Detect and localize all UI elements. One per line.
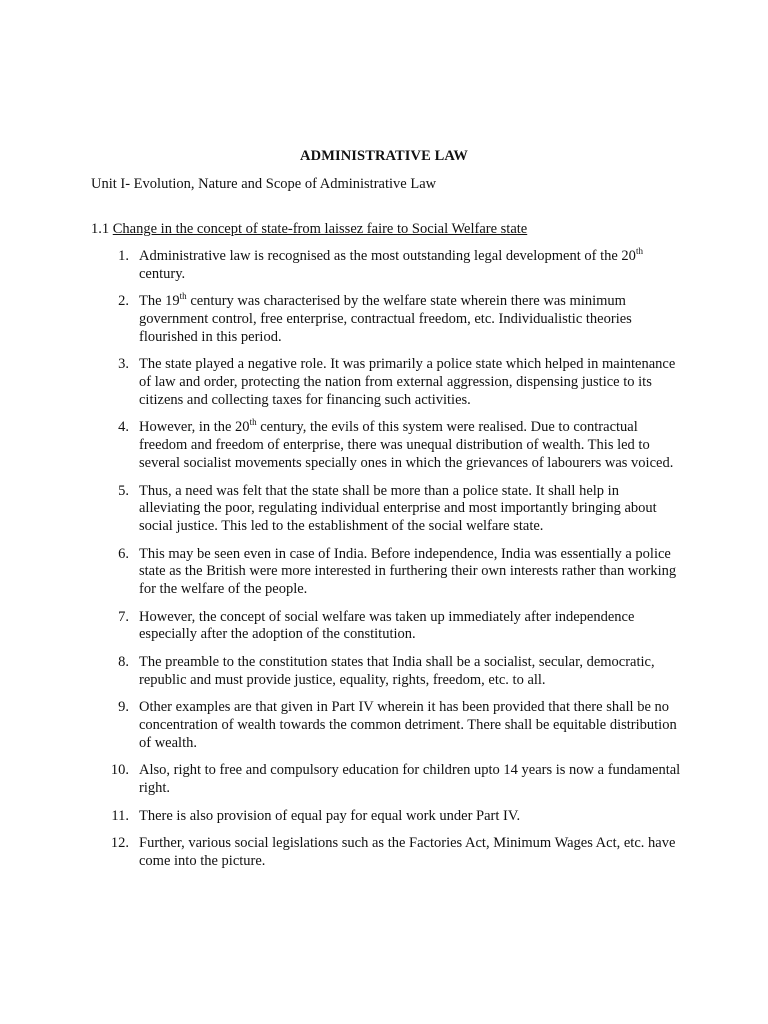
text-run: The 19 <box>139 293 180 310</box>
text-run: There is also provision of equal pay for equal work under Part IV. <box>139 807 521 824</box>
list-item-text <box>139 483 657 535</box>
list-item <box>91 483 681 536</box>
text-run: century, the evils of this system were realised. Due to contractual freedom and freedom of enterprise, there was unequal distribution of wealth. This led to several socialist movements specially ones in which the grievances of labourers was voiced. <box>139 419 674 472</box>
list-item <box>91 699 681 752</box>
list-item <box>91 546 681 599</box>
list-item-number: 4. <box>118 419 129 436</box>
list-item-text <box>139 835 675 869</box>
list-item-number: 6. <box>118 545 129 562</box>
list-item <box>91 835 681 871</box>
list-item-number: 3. <box>118 356 129 373</box>
list-item-text <box>139 654 655 688</box>
list-item <box>91 762 681 798</box>
text-run: Also, right to free and compulsory education for children upto 14 years is now a fundamental right. <box>139 762 681 797</box>
superscript: th <box>179 291 187 302</box>
section-heading <box>91 221 527 238</box>
list-item <box>91 654 681 690</box>
list-item <box>91 609 681 645</box>
list-item-text <box>139 762 680 796</box>
text-run: century was characterised by the welfare state wherein there was minimum government control, free enterprise, contractual freedom, etc. Individualistic theories flourished in this period. <box>139 293 632 345</box>
list-item-text <box>139 419 673 471</box>
list-item-text <box>139 808 520 824</box>
text-run: The state played a negative role. It was primarily a police state which helped in maintenance of law and order, protecting the nation from external aggression, dispensing justice to its citizens and collecting taxes for financing such activities. <box>139 356 676 408</box>
numbered-list <box>91 248 681 880</box>
list-item-number: 7. <box>118 608 129 625</box>
list-item <box>91 808 681 826</box>
list-item <box>91 356 681 409</box>
list-item-number: 5. <box>118 482 129 499</box>
list-item-number: 11. <box>111 807 129 824</box>
text-run: Administrative law is recognised as the most outstanding legal development of the 20 <box>139 248 636 264</box>
unit-title: Unit I- Evolution, Nature and Scope of Administrative Law <box>91 176 437 192</box>
superscript: th <box>635 246 643 256</box>
list-item-text <box>139 546 676 598</box>
text-run: The preamble to the constitution states that India shall be a socialist, secular, democratic, republic and must provide justice, equality, rights, freedom, etc. to all. <box>139 653 655 688</box>
section-number: 1.1 <box>91 221 110 237</box>
list-item-text <box>139 248 643 282</box>
list-item-number: 1. <box>118 248 129 264</box>
list-item-text <box>139 609 634 643</box>
list-item-number: 8. <box>118 653 129 670</box>
text-run: Further, various social legislations such as the Factories Act, Minimum Wages Act, etc. have come into the picture. <box>139 835 676 869</box>
list-item-text <box>139 356 675 408</box>
list-item-text <box>139 699 677 751</box>
list-item-number: 2. <box>118 293 129 310</box>
superscript: th <box>249 417 257 428</box>
list-item-text <box>139 293 632 345</box>
list-item <box>91 248 681 284</box>
text-run: This may be seen even in case of India. Before independence, India was essentially a police state as the British were more interested in furthering their own interests rather than working for the welfare of the people. <box>139 545 677 598</box>
list-item-number: 9. <box>118 699 129 716</box>
text-run: Other examples are that given in Part IV wherein it has been provided that there shall be no concentration of wealth towards the common detriment. There shall be equitable distribution of wealth. <box>139 699 677 751</box>
list-item <box>91 419 681 472</box>
text-run: century. <box>139 265 186 282</box>
document-title: ADMINISTRATIVE LAW <box>300 148 468 164</box>
text-run: However, the concept of social welfare was taken up immediately after independence especially after the adoption of the constitution. <box>139 608 635 643</box>
text-run: Thus, a need was felt that the state shall be more than a police state. It shall help in alleviating the poor, regulating individual enterprise and most importantly bringing about social justice. This led to the establishment of the social welfare state. <box>139 482 657 535</box>
list-item-number: 10. <box>110 762 129 779</box>
text-run: However, in the 20 <box>139 419 250 436</box>
list-item-number: 12. <box>110 835 129 852</box>
list-item <box>91 293 681 346</box>
section-heading-text: Change in the concept of state-from laissez faire to Social Welfare state <box>112 221 528 237</box>
